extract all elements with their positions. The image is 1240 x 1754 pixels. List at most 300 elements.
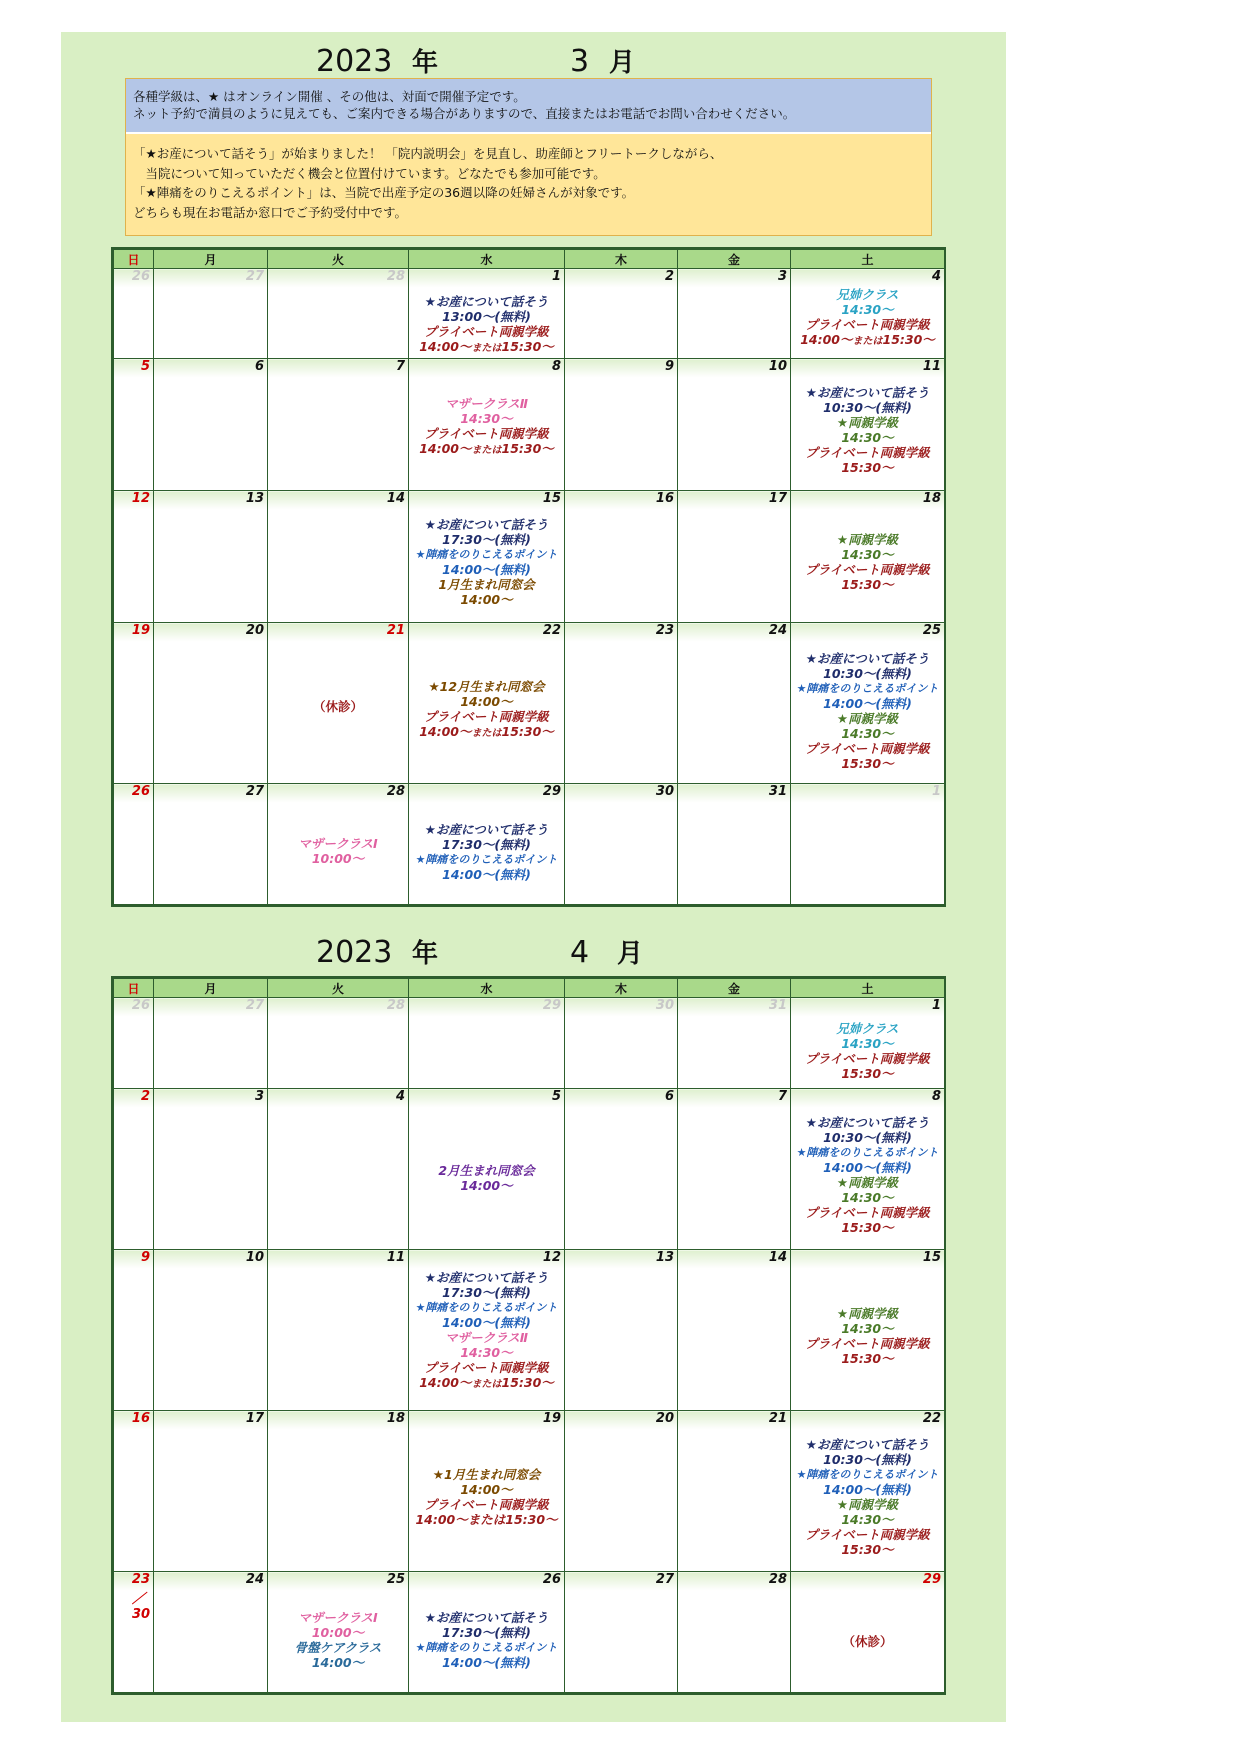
- event-labor-pain[interactable]: ★陣痛をのりこえるポイント: [796, 1146, 939, 1159]
- event-time: 10:00～: [311, 851, 365, 866]
- day-number: 23: [655, 623, 674, 638]
- day-number: 17: [245, 1411, 264, 1426]
- event-time: 10:30～(無料): [823, 666, 912, 681]
- header-mon: 月: [154, 979, 268, 998]
- event-pelvic-care[interactable]: 骨盤ケアクラス: [294, 1640, 382, 1655]
- day-cell[interactable]: [565, 784, 678, 905]
- day-events: [409, 1270, 564, 1392]
- week-row: [114, 784, 945, 905]
- day-cell[interactable]: [154, 784, 268, 905]
- day-number: 26: [131, 784, 150, 799]
- day-number: 27: [245, 269, 264, 284]
- event-labor-pain[interactable]: ★陣痛をのりこえるポイント: [415, 853, 558, 866]
- week-row: [114, 269, 945, 359]
- day-number: 3: [254, 1089, 264, 1104]
- event-private-class[interactable]: プライベート両親学級: [805, 741, 930, 756]
- event-time: 14:00～: [460, 1178, 513, 1193]
- notice-online: [126, 79, 931, 132]
- event-time: 14:30～: [460, 1345, 513, 1360]
- day-number: 4: [931, 269, 941, 284]
- day-events: [791, 1306, 944, 1366]
- day-number: 1: [551, 269, 561, 284]
- day-number: 30: [655, 784, 674, 799]
- day-number: 23: [131, 1572, 150, 1587]
- event-reunion[interactable]: ★12月生まれ同窓会: [428, 679, 545, 694]
- day-number: 24: [768, 623, 787, 638]
- closed-label: （休診）: [842, 1634, 893, 1649]
- day-number: 13: [655, 1250, 674, 1265]
- event-mother-class-2[interactable]: マザークラスⅡ: [445, 396, 528, 411]
- event-time: 17:30～(無料): [442, 1625, 531, 1640]
- day-number: 18: [922, 491, 941, 506]
- day-events: [791, 1437, 944, 1557]
- event-private-class[interactable]: プライベート両親学級: [805, 1527, 930, 1542]
- day-cell[interactable]: [268, 998, 409, 1089]
- event-private-class[interactable]: プライベート両親学級: [424, 709, 549, 724]
- day-cell[interactable]: [409, 1250, 565, 1411]
- day-number: 8: [931, 1089, 941, 1104]
- day-cell[interactable]: [565, 491, 678, 623]
- header-tue: 火: [268, 979, 409, 998]
- day-events: [409, 396, 564, 458]
- day-cell[interactable]: [791, 1250, 945, 1411]
- event-time: 14:00～(無料): [442, 562, 531, 577]
- day-events: [791, 287, 944, 349]
- day-number: 28: [386, 784, 405, 799]
- day-cell[interactable]: [678, 623, 791, 784]
- day-cell[interactable]: [678, 784, 791, 905]
- day-events: [409, 822, 564, 882]
- day-number-alt: ／30: [132, 1592, 151, 1622]
- day-cell[interactable]: [791, 1572, 945, 1693]
- day-cell[interactable]: [409, 269, 565, 359]
- day-events: [791, 1021, 944, 1081]
- day-cell[interactable]: [154, 1250, 268, 1411]
- day-cell[interactable]: [791, 269, 945, 359]
- event-osan-talk[interactable]: ★お産について話そう: [805, 385, 930, 400]
- closed-label: （休診）: [312, 699, 363, 714]
- event-time: 14:30～: [841, 1190, 894, 1205]
- header-sun: 日: [114, 250, 154, 269]
- event-reunion[interactable]: ★1月生まれ同窓会: [432, 1467, 541, 1482]
- day-number: 25: [922, 623, 941, 638]
- event-time: 14:00～: [460, 592, 513, 607]
- day-number: 19: [131, 623, 150, 638]
- day-number: 2: [140, 1089, 150, 1104]
- day-number: 7: [777, 1089, 787, 1104]
- day-number: 26: [131, 998, 150, 1013]
- event-reunion[interactable]: 2月生まれ同窓会: [438, 1163, 535, 1178]
- event-time: 14:00～または15:30～: [419, 441, 554, 456]
- day-number: 11: [386, 1250, 405, 1265]
- day-number: 21: [768, 1411, 787, 1426]
- event-time: 14:00～: [460, 1482, 513, 1497]
- event-parents-class[interactable]: ★両親学級: [836, 1306, 899, 1321]
- week-row: [114, 623, 945, 784]
- day-cell[interactable]: [268, 1250, 409, 1411]
- day-cell[interactable]: [409, 491, 565, 623]
- day-cell[interactable]: [268, 491, 409, 623]
- day-number: 14: [386, 491, 405, 506]
- event-time: 14:00～(無料): [823, 696, 912, 711]
- day-number: 26: [131, 269, 150, 284]
- march-title: [316, 44, 636, 80]
- week-row: [114, 491, 945, 623]
- day-number: 24: [245, 1572, 264, 1587]
- event-time: 17:30～(無料): [442, 837, 531, 852]
- march-nen: 年: [412, 48, 439, 78]
- event-osan-talk[interactable]: ★お産について話そう: [424, 822, 549, 837]
- event-osan-talk[interactable]: ★お産について話そう: [805, 1115, 930, 1130]
- day-number: 6: [664, 1089, 674, 1104]
- header-fri: 金: [678, 979, 791, 998]
- day-number: 29: [542, 998, 561, 1013]
- day-cell[interactable]: [565, 998, 678, 1089]
- day-cell[interactable]: [565, 269, 678, 359]
- event-time: 14:00～: [460, 694, 513, 709]
- week-row: [114, 1250, 945, 1411]
- day-events: [791, 532, 944, 592]
- day-cell[interactable]: [565, 1411, 678, 1572]
- day-cell[interactable]: [268, 784, 409, 905]
- day-number: 22: [922, 1411, 941, 1426]
- day-number: 8: [551, 359, 561, 374]
- day-cell[interactable]: [409, 1411, 565, 1572]
- day-cell[interactable]: [114, 623, 154, 784]
- day-cell[interactable]: [154, 1411, 268, 1572]
- day-cell[interactable]: [678, 269, 791, 359]
- day-cell[interactable]: [565, 359, 678, 491]
- day-number: 29: [922, 1572, 941, 1587]
- event-time: 14:00～(無料): [442, 1315, 531, 1330]
- day-cell[interactable]: [114, 1250, 154, 1411]
- day-events: [791, 385, 944, 475]
- event-time: 15:30～: [841, 1066, 894, 1081]
- day-number: 2: [664, 269, 674, 284]
- event-labor-pain[interactable]: ★陣痛をのりこえるポイント: [796, 682, 939, 695]
- day-number: 10: [768, 359, 787, 374]
- event-time: 14:00～または15:30～: [415, 1512, 558, 1527]
- day-cell[interactable]: [409, 784, 565, 905]
- day-cell[interactable]: [678, 998, 791, 1089]
- header-fri: 金: [678, 250, 791, 269]
- event-private-class[interactable]: プライベート両親学級: [805, 562, 930, 577]
- event-osan-talk[interactable]: ★お産について話そう: [424, 517, 549, 532]
- day-cell[interactable]: [154, 269, 268, 359]
- event-sibling-class[interactable]: 兄姉クラス: [836, 1021, 899, 1036]
- march-gatsu: 月: [609, 48, 636, 78]
- day-number: 28: [768, 1572, 787, 1587]
- day-cell[interactable]: [409, 623, 565, 784]
- day-events: [409, 294, 564, 356]
- day-cell[interactable]: [791, 998, 945, 1089]
- day-number: 15: [542, 491, 561, 506]
- event-time: 14:30～: [841, 302, 894, 317]
- day-number: 10: [245, 1250, 264, 1265]
- day-cell[interactable]: [114, 1089, 154, 1250]
- day-cell[interactable]: [154, 623, 268, 784]
- day-number: 15: [922, 1250, 941, 1265]
- day-number: 5: [551, 1089, 561, 1104]
- event-osan-talk[interactable]: ★お産について話そう: [424, 1270, 549, 1285]
- day-cell[interactable]: [678, 1411, 791, 1572]
- event-private-class[interactable]: プライベート両親学級: [805, 445, 930, 460]
- day-number: 21: [386, 623, 405, 638]
- day-cell[interactable]: [409, 359, 565, 491]
- day-number: 20: [655, 1411, 674, 1426]
- week-row: [114, 1572, 945, 1693]
- day-events: [791, 1115, 944, 1235]
- day-cell[interactable]: [565, 1572, 678, 1693]
- header-thu: 木: [565, 979, 678, 998]
- day-cell[interactable]: [154, 1089, 268, 1250]
- day-number: 4: [395, 1089, 405, 1104]
- notice-classes: [126, 132, 931, 235]
- event-time: 15:30～: [841, 1542, 894, 1557]
- april-year: 2023: [316, 935, 393, 970]
- april-gatsu: 月: [617, 939, 644, 969]
- event-time: 10:00～: [311, 1625, 365, 1640]
- event-labor-pain[interactable]: ★陣痛をのりこえるポイント: [415, 1641, 558, 1654]
- day-cell[interactable]: [114, 1411, 154, 1572]
- event-osan-talk[interactable]: ★お産について話そう: [424, 294, 549, 309]
- day-number: 28: [386, 269, 405, 284]
- event-time: 14:30～: [460, 411, 513, 426]
- event-time: 14:00～(無料): [442, 1655, 531, 1670]
- day-number: 30: [655, 998, 674, 1013]
- march-calendar: [111, 247, 946, 907]
- notice-line: どちらも現在お電話か窓口でご予約受付中です。: [133, 204, 408, 220]
- event-time: 17:30～(無料): [442, 532, 531, 547]
- day-cell[interactable]: [114, 784, 154, 905]
- april-title: [316, 935, 644, 971]
- header-sat: 土: [791, 979, 945, 998]
- header-tue: 火: [268, 250, 409, 269]
- day-events: [409, 679, 564, 741]
- day-cell[interactable]: [791, 491, 945, 623]
- event-time: 17:30～(無料): [442, 1285, 531, 1300]
- day-cell[interactable]: [268, 1089, 409, 1250]
- notice-box: [125, 78, 932, 236]
- day-cell[interactable]: [678, 1089, 791, 1250]
- event-parents-class[interactable]: ★両親学級: [836, 1175, 899, 1190]
- day-cell[interactable]: [409, 1089, 565, 1250]
- event-parents-class[interactable]: ★両親学級: [836, 415, 899, 430]
- event-private-class[interactable]: プライベート両親学級: [805, 1336, 930, 1351]
- event-time: 14:00～または15:30～: [419, 1375, 554, 1390]
- event-private-class[interactable]: プライベート両親学級: [424, 324, 549, 339]
- day-number: 26: [542, 1572, 561, 1587]
- event-private-class[interactable]: プライベート両親学級: [805, 317, 930, 332]
- day-number: 17: [768, 491, 787, 506]
- event-time: 15:30～: [841, 1220, 894, 1235]
- event-time: 13:00～(無料): [442, 309, 531, 324]
- event-reunion[interactable]: 1月生まれ同窓会: [438, 577, 535, 592]
- day-cell[interactable]: [791, 1411, 945, 1572]
- day-cell[interactable]: [565, 1089, 678, 1250]
- notice-line: 「★陣痛をのりこえるポイント」は、当院で出産予定の36週以降の妊婦さんが対象です。: [133, 185, 635, 200]
- april-nen: 年: [412, 939, 439, 969]
- event-labor-pain[interactable]: ★陣痛をのりこえるポイント: [796, 1468, 939, 1481]
- notice-line: 当院について知っていただく機会と位置付けています。どなたでも参加可能です。: [133, 165, 606, 181]
- day-number: 27: [655, 1572, 674, 1587]
- event-mother-class-2[interactable]: マザークラスⅡ: [445, 1330, 528, 1345]
- event-time: 15:30～: [841, 1351, 894, 1366]
- day-number: 18: [386, 1411, 405, 1426]
- day-number: 1: [931, 784, 941, 799]
- march-year: 2023: [316, 44, 393, 79]
- day-cell[interactable]: [678, 491, 791, 623]
- day-number: 31: [768, 784, 787, 799]
- header-wed: 水: [409, 979, 565, 998]
- day-cell[interactable]: [409, 998, 565, 1089]
- event-parents-class[interactable]: ★両親学級: [836, 711, 899, 726]
- event-labor-pain[interactable]: ★陣痛をのりこえるポイント: [415, 548, 558, 561]
- day-cell[interactable]: [154, 359, 268, 491]
- event-osan-talk[interactable]: ★お産について話そう: [805, 1437, 930, 1452]
- notice-line: 各種学級は、★ はオンライン開催 、その他は、対面で開催予定です。: [133, 89, 526, 104]
- day-number: 22: [542, 623, 561, 638]
- event-osan-talk[interactable]: ★お産について話そう: [424, 1610, 549, 1625]
- event-time: 10:30～(無料): [823, 1130, 912, 1145]
- event-mother-class-1[interactable]: マザークラスⅠ: [298, 1610, 378, 1625]
- day-cell[interactable]: [791, 1089, 945, 1250]
- day-number: 6: [254, 359, 264, 374]
- week-row: [114, 359, 945, 491]
- day-number: 27: [245, 998, 264, 1013]
- day-number: 12: [131, 491, 150, 506]
- event-time: 10:30～(無料): [823, 1452, 912, 1467]
- event-labor-pain[interactable]: ★陣痛をのりこえるポイント: [415, 1301, 558, 1314]
- header-thu: 木: [565, 250, 678, 269]
- day-number: 16: [655, 491, 674, 506]
- event-time: 14:00～または15:30～: [419, 339, 554, 354]
- day-cell[interactable]: [268, 623, 409, 784]
- day-cell[interactable]: [154, 491, 268, 623]
- event-time: 15:30～: [841, 577, 894, 592]
- april-month: 4: [570, 935, 590, 970]
- day-cell[interactable]: [114, 491, 154, 623]
- day-cell[interactable]: [114, 359, 154, 491]
- day-cell[interactable]: [114, 998, 154, 1089]
- april-calendar: [111, 976, 946, 1695]
- day-number: 29: [542, 784, 561, 799]
- weekday-header-row: [114, 979, 945, 998]
- day-cell[interactable]: [791, 784, 945, 905]
- event-time: 10:30～(無料): [823, 400, 912, 415]
- day-number: 25: [386, 1572, 405, 1587]
- day-number: 11: [922, 359, 941, 374]
- day-number: 31: [768, 998, 787, 1013]
- day-events: [791, 651, 944, 771]
- event-time: 14:00～(無料): [442, 867, 531, 882]
- day-events: [409, 1610, 564, 1670]
- event-mother-class-1[interactable]: マザークラスⅠ: [298, 836, 378, 851]
- day-cell[interactable]: [678, 359, 791, 491]
- event-osan-talk[interactable]: ★お産について話そう: [805, 651, 930, 666]
- day-cell[interactable]: [565, 1250, 678, 1411]
- day-number: 27: [245, 784, 264, 799]
- day-number: 28: [386, 998, 405, 1013]
- event-time: 15:30～: [841, 756, 894, 771]
- day-cell[interactable]: [154, 998, 268, 1089]
- event-time: 14:30～: [841, 547, 894, 562]
- day-events: [268, 1610, 408, 1670]
- event-time: 14:30～: [841, 1321, 894, 1336]
- header-sun: 日: [114, 979, 154, 998]
- event-time: 14:30～: [841, 1036, 894, 1051]
- event-private-class[interactable]: プライベート両親学級: [424, 1497, 549, 1512]
- event-sibling-class[interactable]: 兄姉クラス: [836, 287, 899, 302]
- day-number: 16: [131, 1411, 150, 1426]
- day-number: 3: [777, 269, 787, 284]
- day-events: [409, 1163, 564, 1193]
- day-cell[interactable]: [114, 269, 154, 359]
- day-cell[interactable]: [791, 623, 945, 784]
- event-parents-class[interactable]: ★両親学級: [836, 532, 899, 547]
- day-number: 13: [245, 491, 264, 506]
- event-parents-class[interactable]: ★両親学級: [836, 1497, 899, 1512]
- day-cell[interactable]: [268, 269, 409, 359]
- event-time: 14:00～(無料): [823, 1160, 912, 1175]
- day-number: 7: [395, 359, 405, 374]
- day-cell[interactable]: [268, 1411, 409, 1572]
- day-cell[interactable]: [791, 359, 945, 491]
- day-cell[interactable]: [565, 623, 678, 784]
- event-private-class[interactable]: プライベート両親学級: [805, 1205, 930, 1220]
- day-events: [268, 836, 408, 866]
- event-private-class[interactable]: プライベート両親学級: [805, 1051, 930, 1066]
- weekday-header-row: [114, 250, 945, 269]
- event-time: 14:30～: [841, 430, 894, 445]
- week-row: [114, 998, 945, 1089]
- day-events: [409, 1467, 564, 1527]
- header-wed: 水: [409, 250, 565, 269]
- notice-line: 「★お産について話そう」が始まりました！ 「院内説明会」を見直し、助産師とフリートークしながら、: [133, 146, 723, 161]
- event-private-class[interactable]: プライベート両親学級: [424, 426, 549, 441]
- notice-line: ネット予約で満員のように見えても、ご案内できる場合がありますので、直接またはお電話でお問い合わせください。: [133, 106, 796, 121]
- day-number: 5: [140, 359, 150, 374]
- week-row: [114, 1411, 945, 1572]
- header-mon: 月: [154, 250, 268, 269]
- event-private-class[interactable]: プライベート両親学級: [424, 1360, 549, 1375]
- event-time: 14:30～: [841, 1512, 894, 1527]
- day-cell[interactable]: [268, 1572, 409, 1693]
- day-number: 1: [931, 998, 941, 1013]
- event-time: 15:30～: [841, 460, 894, 475]
- day-cell[interactable]: [268, 359, 409, 491]
- day-number: 20: [245, 623, 264, 638]
- march-month: 3: [570, 44, 590, 79]
- day-number: 9: [664, 359, 674, 374]
- header-sat: 土: [791, 250, 945, 269]
- day-number: 19: [542, 1411, 561, 1426]
- day-cell[interactable]: [409, 1572, 565, 1693]
- day-events: [409, 517, 564, 607]
- day-cell[interactable]: [154, 1572, 268, 1693]
- day-cell[interactable]: [678, 1572, 791, 1693]
- day-cell[interactable]: [678, 1250, 791, 1411]
- event-time: 14:00～または15:30～: [419, 724, 554, 739]
- event-time: 14:00～(無料): [823, 1482, 912, 1497]
- event-time: 14:00～または15:30～: [800, 332, 935, 347]
- week-row: [114, 1089, 945, 1250]
- event-time: 14:00～: [311, 1655, 365, 1670]
- day-number: 9: [140, 1250, 150, 1265]
- day-number: 14: [768, 1250, 787, 1265]
- day-cell[interactable]: [114, 1572, 154, 1693]
- event-time: 14:30～: [841, 726, 894, 741]
